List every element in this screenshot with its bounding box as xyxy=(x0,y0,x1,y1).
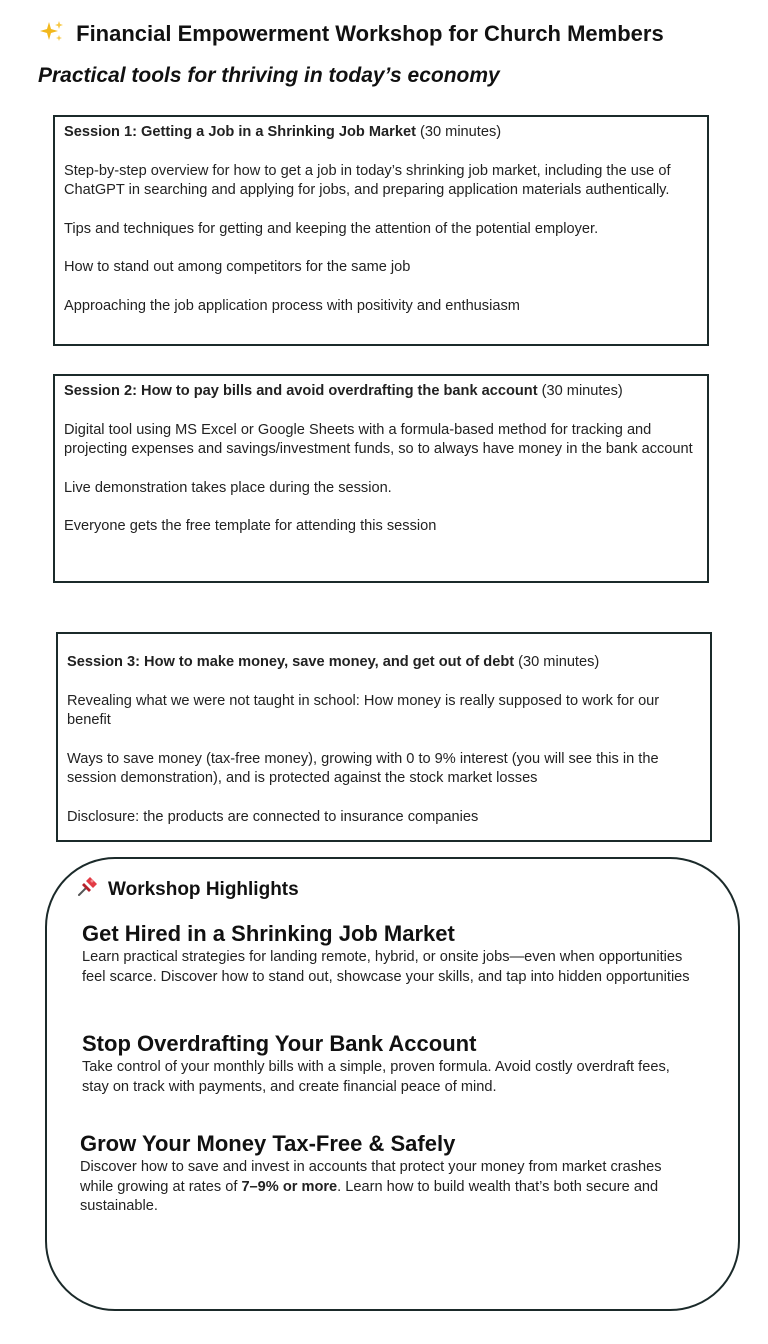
highlight-description: Learn practical strategies for landing remote, hybrid, or onsite jobs—even when opportunities feel scarce. Discover how to stand out, showcase your skills, and tap into hidden opportunities xyxy=(82,949,690,985)
session-heading xyxy=(64,123,697,143)
highlight-desc-text: . Learn how to build wealth that’s both secure and sustainable. xyxy=(80,1178,659,1214)
session-heading xyxy=(67,653,700,673)
title-text: Financial Empowerment Workshop for Church Members xyxy=(76,21,664,46)
session-point: Step-by-step overview for how to get a job in today’s shrinking job market, including the use of ChatGPT in searching and applying for jobs, and preparing application materials authentically. xyxy=(64,162,671,198)
highlight-title: Get Hired in a Shrinking Job Market xyxy=(82,921,455,946)
session-duration: (30 minutes) xyxy=(420,124,502,140)
session-point: Approaching the job application process with positivity and enthusiasm xyxy=(64,297,520,314)
session-point: Ways to save money (tax-free money), growing with 0 to 9% interest (you will see this in the session demonstration), and is protected against the stock market losses xyxy=(67,750,659,786)
sparkles-icon xyxy=(40,21,70,46)
highlight-item xyxy=(82,1030,697,1097)
highlight-desc-text: Discover how to save and invest in accounts that protect your money from market crashes while growing at rates of xyxy=(80,1159,662,1195)
session-1-box xyxy=(53,115,709,346)
session-point: Disclosure: the products are connected to insurance companies xyxy=(67,808,479,825)
session-heading xyxy=(64,382,697,402)
session-title: Session 3: How to make money, save money, and get out of debt xyxy=(67,654,515,670)
highlight-rate: 7–9% or more xyxy=(241,1178,338,1195)
highlights-heading-text: Workshop Highlights xyxy=(108,879,299,900)
session-2-box xyxy=(53,374,709,583)
highlight-description: Take control of your monthly bills with a simple, proven formula. Avoid costly overdraft fees, stay on track with payments, and create financial peace of mind. xyxy=(82,1059,670,1095)
highlight-item xyxy=(82,920,697,987)
highlight-title: Grow Your Money Tax-Free & Safely xyxy=(80,1131,456,1156)
page-subtitle: Practical tools for thriving in today’s economy xyxy=(38,64,500,87)
session-title: Session 2: How to pay bills and avoid overdrafting the bank account xyxy=(64,383,538,399)
session-point: Live demonstration takes place during the session. xyxy=(64,479,392,496)
session-point: Revealing what we were not taught in school: How money is really supposed to work for our benefit xyxy=(67,692,660,728)
session-title: Session 1: Getting a Job in a Shrinking Job Market xyxy=(64,124,416,140)
highlights-heading xyxy=(76,874,299,901)
page-title xyxy=(40,20,664,47)
session-duration: (30 minutes) xyxy=(518,654,600,670)
highlight-item xyxy=(80,1130,695,1217)
session-point: How to stand out among competitors for the same job xyxy=(64,259,411,275)
highlight-description xyxy=(80,1158,695,1217)
session-point: Everyone gets the free template for attending this session xyxy=(64,518,437,534)
session-duration: (30 minutes) xyxy=(541,383,623,399)
pushpin-icon xyxy=(76,874,100,898)
session-3-box xyxy=(56,632,712,842)
highlight-title: Stop Overdrafting Your Bank Account xyxy=(82,1031,477,1056)
session-point: Tips and techniques for getting and keeping the attention of the potential employer. xyxy=(64,220,599,237)
session-point: Digital tool using MS Excel or Google Sheets with a formula-based method for tracking and projecting expenses and savings/investment funds, so to always have money in the bank account xyxy=(64,421,693,457)
